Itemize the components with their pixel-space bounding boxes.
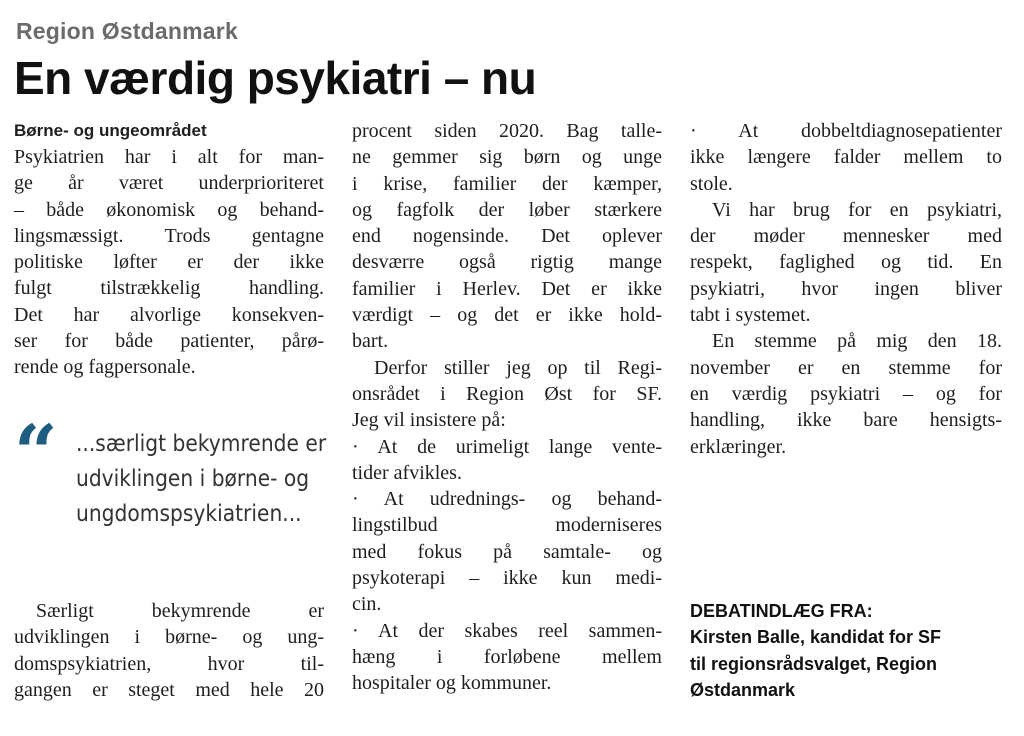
body-line: en værdig psykiatri – og for — [690, 382, 1002, 405]
bullet-line: med fokus på samtale- og — [352, 540, 662, 563]
bullet-line: stole. — [690, 172, 733, 195]
byline-line: til regionsrådsvalget, Region — [690, 653, 938, 674]
body-line: politiske løfter er der ikke — [14, 251, 324, 274]
body-line: Vi har brug for en psykiatri, — [712, 198, 1002, 221]
body-line: Derfor stiller jeg op til Regi- — [374, 356, 662, 379]
column-2 — [352, 118, 662, 697]
column-1 — [14, 118, 324, 381]
byline-line: Østdanmark — [690, 679, 796, 700]
body-line: ne gemmer sig børn og unge — [352, 146, 662, 169]
section-kicker: Region Østdanmark — [16, 18, 238, 44]
body-line: Jeg vil insistere på: — [352, 409, 506, 432]
body-line: november er en stemme for — [690, 356, 1002, 379]
body-line: der møder mennesker med — [690, 225, 1002, 248]
column-3 — [690, 118, 1002, 460]
body-line: Særligt bekymrende er — [36, 600, 324, 622]
quote-mark-icon: “ — [14, 408, 58, 497]
bullet-line: lingstilbud moderniseres — [352, 514, 662, 537]
pull-quote-line: ...særligt bekymrende er — [76, 431, 327, 457]
body-line: respekt, faglighed og tid. En — [690, 251, 1002, 274]
body-line: end nogensinde. Det oplever — [352, 225, 662, 248]
column-1-continued — [14, 598, 324, 703]
section-subhead: Børne- og ungeområdet — [14, 121, 207, 140]
body-line: – både økonomisk og behand- — [14, 198, 324, 221]
body-line: fulgt tilstrækkelig handling. — [14, 277, 324, 300]
body-line: procent siden 2020. Bag talle- — [352, 120, 662, 142]
bullet-line: cin. — [352, 593, 382, 616]
article-headline: En værdig psykiatri – nu — [14, 52, 537, 104]
bullet-line: psykoterapi – ikke kun medi- — [352, 567, 662, 590]
body-line: lingsmæssigt. Trods gentagne — [14, 224, 324, 247]
body-line: bart. — [352, 330, 389, 353]
body-line: udviklingen i børne- og ung- — [14, 626, 324, 649]
byline-label: DEBATINDLÆG FRA: — [690, 601, 873, 621]
body-line: i krise, familier der kæmper, — [352, 172, 662, 195]
pull-quote-line: udviklingen i børne- og — [76, 466, 310, 492]
bullet-line: · At de urimeligt lange vente- — [352, 435, 662, 458]
body-line: tabt i systemet. — [690, 304, 811, 327]
body-line: værdigt – og det er ikke hold- — [352, 304, 662, 327]
bullet-line: ikke længere falder mellem to — [690, 146, 1002, 169]
byline-line: Kirsten Balle, kandidat for SF — [690, 627, 942, 648]
bullet-line: tider afvikles. — [352, 461, 462, 484]
body-line: onsrådet i Region Øst for SF. — [352, 382, 662, 405]
bullet-line: · At dobbeltdiagnosepatienter — [690, 120, 1002, 142]
bullet-line: hæng i forløbene mellem — [352, 645, 662, 668]
body-line: familier i Herlev. Det er ikke — [352, 277, 662, 300]
body-line: ge år været underprioriteret — [14, 172, 324, 195]
pull-quote — [14, 408, 327, 545]
body-line: ser for både patienter, pårø- — [14, 330, 324, 353]
body-line: gangen er steget med hele 20 — [14, 678, 324, 701]
bullet-line: · At udrednings- og behand- — [352, 488, 662, 511]
body-line: domspsykiatrien, hvor til- — [14, 652, 324, 675]
body-line: og fagfolk der løber stærkere — [352, 198, 662, 221]
body-line: psykiatri, hvor ingen bliver — [690, 277, 1002, 300]
body-line: rende og fagpersonale. — [14, 356, 196, 379]
pull-quote-line: ungdomspsykiatrien... — [76, 501, 302, 527]
body-line: erklæringer. — [690, 435, 787, 458]
body-line: desværre også rigtig mange — [352, 251, 662, 274]
body-line: handling, ikke bare hensigts- — [690, 409, 1002, 432]
byline — [690, 598, 1010, 703]
body-line: Psykiatrien har i alt for man- — [14, 146, 324, 168]
body-line: En stemme på mig den 18. — [712, 330, 1002, 353]
bullet-line: hospitaler og kommuner. — [352, 672, 552, 695]
pull-quote-text — [76, 427, 326, 532]
body-line: Det har alvorlige konsekven- — [14, 303, 324, 326]
bullet-line: · At der skabes reel sammen- — [352, 619, 662, 642]
